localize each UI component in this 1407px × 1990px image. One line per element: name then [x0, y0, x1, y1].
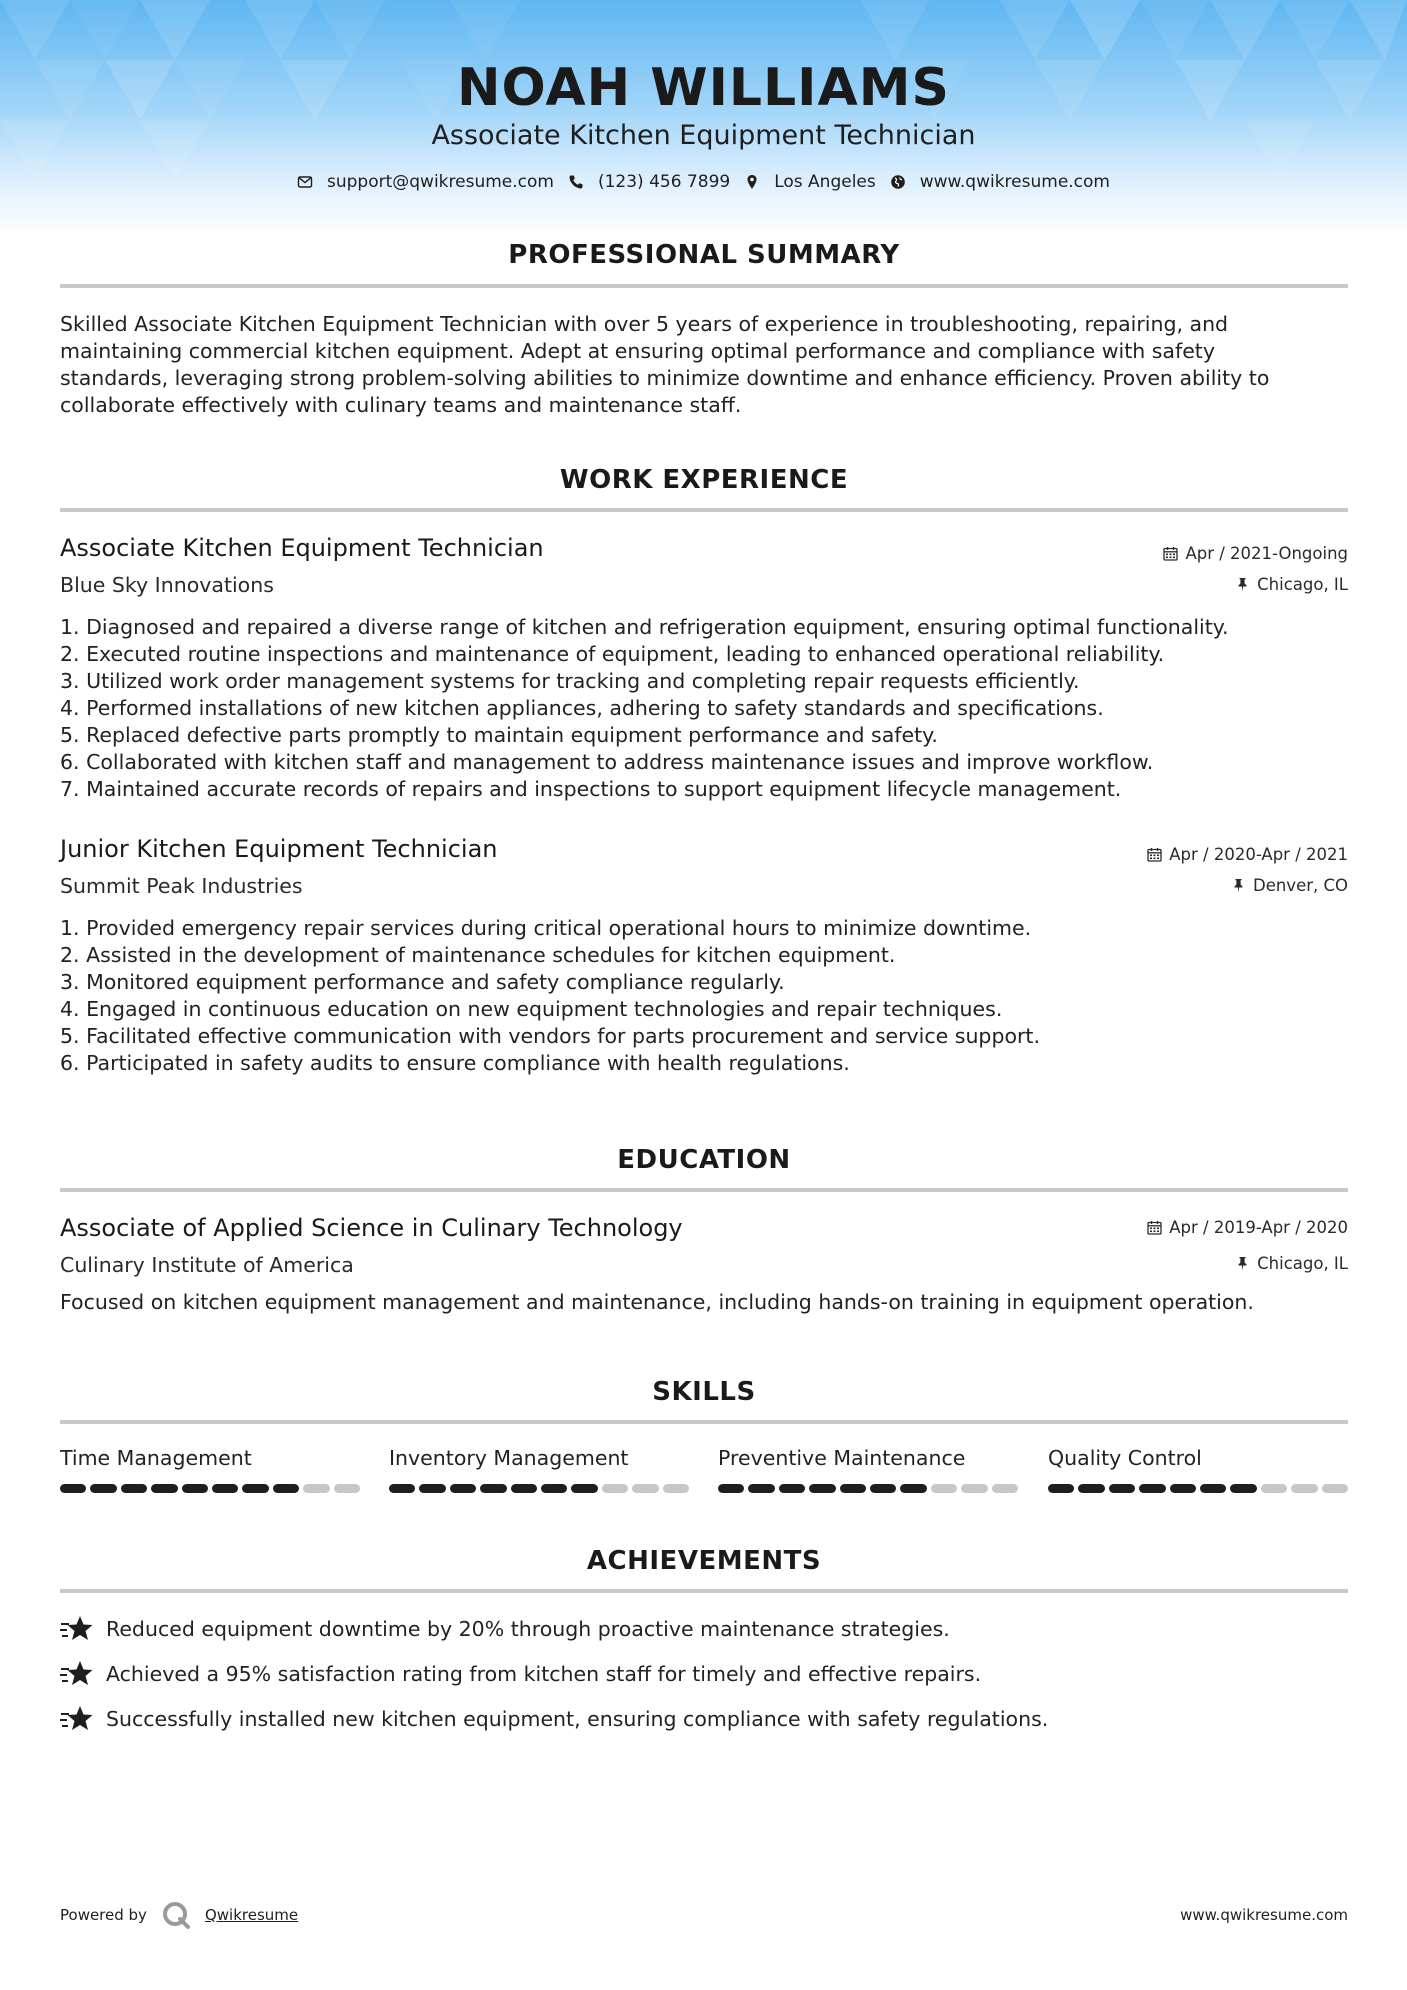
skill-level-segment [450, 1484, 476, 1493]
list-item: 5. Facilitated effective communication with vendors for parts procurement and service support. [60, 1024, 1040, 1048]
job-dates [1163, 544, 1348, 563]
skill-level-segment [931, 1484, 957, 1493]
skill-item [718, 1446, 1018, 1493]
achievement-item [60, 1615, 950, 1643]
skill-level-segment [480, 1484, 506, 1493]
job-location-text: Chicago, IL [1257, 575, 1348, 594]
job-location [1231, 876, 1348, 895]
skills-divider [60, 1420, 1348, 1424]
skill-level-segment [151, 1484, 177, 1493]
envelope-icon [297, 174, 313, 190]
skill-item [1048, 1446, 1348, 1493]
skill-level-segment [242, 1484, 268, 1493]
job-dates [1147, 845, 1348, 864]
list-item: 4. Performed installations of new kitchen appliances, adhering to safety standards and specifications. [60, 696, 1104, 720]
star-icon [60, 1660, 94, 1688]
education-description: Focused on kitchen equipment management and maintenance, including hands-on training in equipment operation. [60, 1290, 1254, 1314]
pushpin-icon [1231, 878, 1246, 893]
skill-level-segment [1322, 1484, 1348, 1493]
email-text: support@qwikresume.com [327, 172, 554, 192]
candidate-name: NOAH WILLIAMS [457, 58, 950, 118]
education-location [1235, 1254, 1348, 1273]
skill-level-segment [961, 1484, 987, 1493]
skill-level-segment [182, 1484, 208, 1493]
education-divider [60, 1188, 1348, 1192]
achievement-text: Successfully installed new kitchen equipment, ensuring compliance with safety regulations. [106, 1707, 1049, 1731]
list-item: 6. Participated in safety audits to ensure compliance with health regulations. [60, 1051, 850, 1075]
skill-level-segment [1170, 1484, 1196, 1493]
job-location-text: Denver, CO [1252, 876, 1348, 895]
skill-level-segment [1109, 1484, 1135, 1493]
star-icon [60, 1705, 94, 1733]
school-name: Culinary Institute of America [60, 1253, 354, 1277]
skill-name: Quality Control [1048, 1446, 1202, 1470]
skill-item [389, 1446, 689, 1493]
list-item: 5. Replaced defective parts promptly to maintain equipment performance and safety. [60, 723, 938, 747]
skill-level-segment [541, 1484, 567, 1493]
list-item: 1. Provided emergency repair services during critical operational hours to minimize downtime. [60, 916, 1032, 940]
brand-link[interactable]: Qwikresume [204, 1906, 299, 1924]
skill-level-segment [1261, 1484, 1287, 1493]
summary-line: Skilled Associate Kitchen Equipment Technician with over 5 years of experience in troubleshooting, repairing, and [60, 312, 1229, 336]
contact-email[interactable] [297, 172, 554, 192]
list-item: 6. Collaborated with kitchen staff and management to address maintenance issues and improve workflow. [60, 750, 1154, 774]
skill-level-segment [1048, 1484, 1074, 1493]
job-dates-text: Apr / 2021-Ongoing [1185, 544, 1348, 563]
candidate-role: Associate Kitchen Equipment Technician [431, 120, 976, 151]
contact-website[interactable] [890, 172, 1110, 192]
calendar-icon [1147, 1220, 1162, 1235]
calendar-icon [1163, 546, 1178, 561]
contact-phone[interactable] [568, 172, 730, 192]
location-text: Los Angeles [774, 172, 876, 192]
skill-level-segment [121, 1484, 147, 1493]
footer-powered-by [60, 1900, 298, 1930]
education-dates-text: Apr / 2019-Apr / 2020 [1169, 1218, 1348, 1237]
pushpin-icon [1235, 1256, 1250, 1271]
phone-icon [568, 174, 584, 190]
list-item: 2. Assisted in the development of maintenance schedules for kitchen equipment. [60, 943, 896, 967]
skill-level-segment [992, 1484, 1018, 1493]
skill-level-segment [60, 1484, 86, 1493]
education-location-text: Chicago, IL [1257, 1254, 1348, 1273]
summary-text [60, 311, 1348, 419]
company-name: Blue Sky Innovations [60, 573, 274, 597]
skill-level-segment [840, 1484, 866, 1493]
website-text: www.qwikresume.com [919, 172, 1110, 192]
skill-level-segment [779, 1484, 805, 1493]
job-title: Associate Kitchen Equipment Technician [60, 534, 544, 562]
skill-level-segment [1078, 1484, 1104, 1493]
list-item: 1. Diagnosed and repaired a diverse range of kitchen and refrigeration equipment, ensuring optimal functionality. [60, 615, 1229, 639]
header-banner [0, 0, 1407, 235]
powered-by-label: Powered by [60, 1906, 147, 1924]
skill-level-segment [632, 1484, 658, 1493]
phone-text: (123) 456 7899 [597, 172, 731, 192]
experience-divider [60, 508, 1348, 512]
skill-name: Time Management [60, 1446, 252, 1470]
footer-website[interactable]: www.qwikresume.com [1180, 1906, 1348, 1924]
skill-name: Inventory Management [389, 1446, 629, 1470]
skill-level-bar [1048, 1484, 1348, 1493]
skill-level-segment [809, 1484, 835, 1493]
skill-level-bar [718, 1484, 1018, 1493]
skill-level-segment [663, 1484, 689, 1493]
skill-level-segment [870, 1484, 896, 1493]
education-dates [1147, 1218, 1348, 1237]
achievement-item [60, 1705, 1048, 1733]
summary-heading: PROFESSIONAL SUMMARY [508, 240, 900, 270]
contact-location [744, 172, 876, 192]
education-heading: EDUCATION [617, 1145, 791, 1175]
skill-level-segment [511, 1484, 537, 1493]
skill-level-bar [389, 1484, 689, 1493]
skill-level-segment [602, 1484, 628, 1493]
list-item: 4. Engaged in continuous education on new equipment technologies and repair techniques. [60, 997, 1003, 1021]
job-location [1235, 575, 1348, 594]
list-item: 3. Utilized work order management systems for tracking and completing repair requests efficiently. [60, 669, 1080, 693]
skills-heading: SKILLS [652, 1377, 756, 1407]
summary-line: maintaining commercial kitchen equipment. Adept at ensuring optimal performance and compliance with safety [60, 339, 1215, 363]
achievements-heading: ACHIEVEMENTS [586, 1546, 822, 1576]
skill-level-segment [273, 1484, 299, 1493]
skill-level-segment [1291, 1484, 1317, 1493]
skill-level-segment [1139, 1484, 1165, 1493]
skill-level-segment [419, 1484, 445, 1493]
skill-level-segment [900, 1484, 926, 1493]
skill-name: Preventive Maintenance [718, 1446, 966, 1470]
star-icon [60, 1615, 94, 1643]
skill-level-segment [303, 1484, 329, 1493]
skill-level-segment [748, 1484, 774, 1493]
qwikresume-logo-icon [161, 1900, 191, 1930]
company-name: Summit Peak Industries [60, 874, 303, 898]
skill-level-segment [1230, 1484, 1256, 1493]
skill-level-bar [60, 1484, 360, 1493]
summary-line: standards, leveraging strong problem-solving abilities to minimize downtime and enhance efficiency. Proven ability to [60, 366, 1270, 390]
skill-level-segment [389, 1484, 415, 1493]
list-item: 7. Maintained accurate records of repairs and inspections to support equipment lifecycle management. [60, 777, 1122, 801]
job-bullets [60, 614, 1348, 803]
contact-bar [0, 172, 1407, 192]
summary-line: collaborate effectively with culinary teams and maintenance staff. [60, 393, 742, 417]
skill-level-segment [90, 1484, 116, 1493]
globe-icon [890, 174, 906, 190]
achievements-divider [60, 1589, 1348, 1593]
skill-level-segment [334, 1484, 360, 1493]
map-pin-icon [744, 174, 760, 190]
summary-divider [60, 284, 1348, 288]
skill-item [60, 1446, 360, 1493]
skill-level-segment [571, 1484, 597, 1493]
skill-level-segment [718, 1484, 744, 1493]
pushpin-icon [1235, 577, 1250, 592]
list-item: 3. Monitored equipment performance and safety compliance regularly. [60, 970, 785, 994]
calendar-icon [1147, 847, 1162, 862]
list-item: 2. Executed routine inspections and maintenance of equipment, leading to enhanced operational reliability. [60, 642, 1165, 666]
achievement-text: Achieved a 95% satisfaction rating from kitchen staff for timely and effective repairs. [106, 1662, 982, 1686]
achievement-item [60, 1660, 981, 1688]
achievement-text: Reduced equipment downtime by 20% through proactive maintenance strategies. [106, 1617, 950, 1641]
experience-heading: WORK EXPERIENCE [559, 465, 849, 495]
job-title: Junior Kitchen Equipment Technician [60, 835, 498, 863]
job-dates-text: Apr / 2020-Apr / 2021 [1169, 845, 1348, 864]
skill-level-segment [1200, 1484, 1226, 1493]
job-bullets [60, 915, 1348, 1077]
degree-title: Associate of Applied Science in Culinary Technology [60, 1214, 683, 1242]
skill-level-segment [212, 1484, 238, 1493]
